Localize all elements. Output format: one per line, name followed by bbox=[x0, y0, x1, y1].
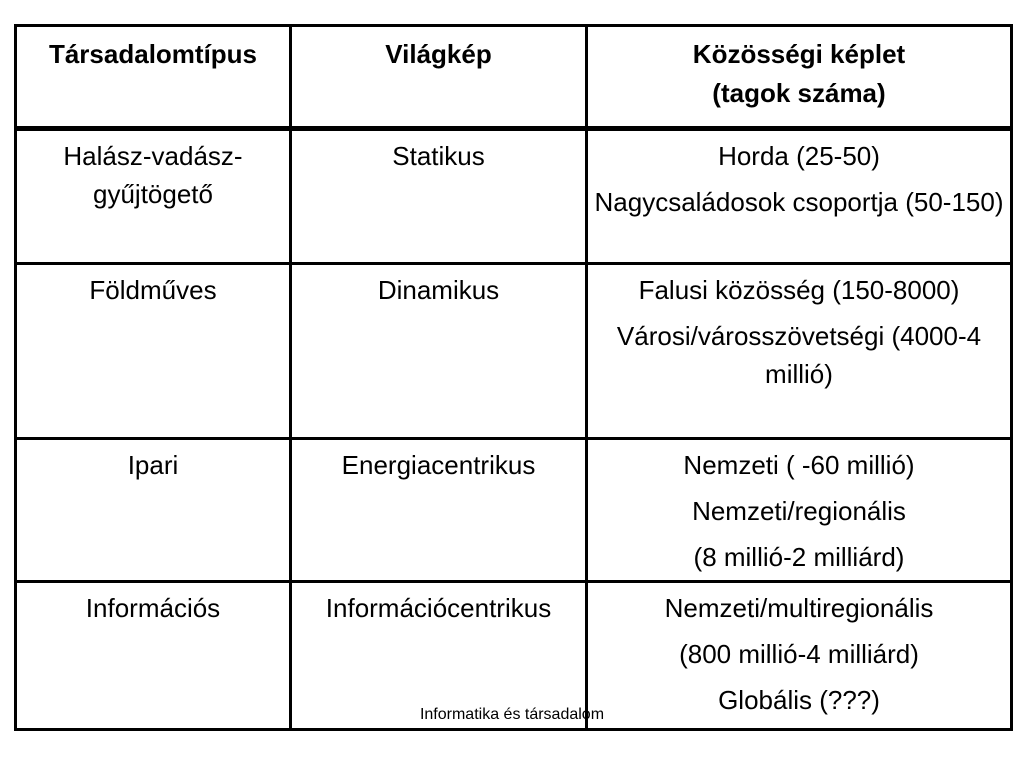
header-community-structure-text: Közösségi képlet (tagok száma) bbox=[692, 39, 906, 108]
header-community-structure bbox=[587, 26, 1012, 129]
cell-society-type-text: Halász-vadász-gyűjtögető bbox=[63, 141, 243, 209]
community-line: Városi/városszövetségi (4000-4 millió) bbox=[616, 321, 982, 389]
society-types-table bbox=[14, 24, 1013, 731]
cell-worldview bbox=[291, 129, 587, 264]
community-line: Nemzeti/multiregionális bbox=[664, 593, 934, 623]
community-line: (8 millió-2 milliárd) bbox=[693, 542, 905, 572]
cell-community bbox=[587, 264, 1012, 439]
community-line: Horda (25-50) bbox=[718, 141, 880, 171]
community-line: Falusi közösség (150-8000) bbox=[638, 275, 960, 305]
cell-community-lines bbox=[594, 131, 1004, 221]
cell-society-type bbox=[16, 264, 291, 439]
cell-worldview-text: Dinamikus bbox=[377, 275, 500, 305]
table-row bbox=[16, 264, 1012, 439]
community-line: (800 millió-4 milliárd) bbox=[679, 639, 919, 669]
cell-worldview bbox=[291, 439, 587, 582]
cell-worldview-text: Statikus bbox=[392, 141, 485, 171]
table-row bbox=[16, 129, 1012, 264]
community-line: Nemzeti/regionális bbox=[692, 496, 906, 526]
cell-community-lines bbox=[594, 440, 1004, 576]
cell-community-lines bbox=[594, 265, 1004, 393]
cell-worldview-text: Energiacentrikus bbox=[341, 450, 536, 480]
header-society-type-text: Társadalomtípus bbox=[48, 39, 258, 69]
community-line: Globális (???) bbox=[718, 685, 880, 715]
cell-community bbox=[587, 129, 1012, 264]
cell-society-type-text: Földműves bbox=[89, 275, 217, 305]
cell-community-lines bbox=[594, 583, 1004, 719]
table-row bbox=[16, 439, 1012, 582]
cell-worldview-text: Információcentrikus bbox=[325, 593, 552, 623]
cell-worldview bbox=[291, 264, 587, 439]
cell-society-type-text: Ipari bbox=[127, 450, 179, 480]
header-society-type bbox=[16, 26, 291, 129]
slide-footer: Informatika és társadalom bbox=[419, 706, 605, 723]
header-worldview bbox=[291, 26, 587, 129]
community-line: Nemzeti ( -60 millió) bbox=[683, 450, 915, 480]
community-line: Nagycsaládosok csoportja (50-150) bbox=[594, 187, 1004, 217]
cell-society-type-text: Információs bbox=[85, 593, 221, 623]
header-worldview-text: Világkép bbox=[385, 39, 492, 69]
cell-community bbox=[587, 439, 1012, 582]
cell-society-type bbox=[16, 129, 291, 264]
table-header-row bbox=[16, 26, 1012, 129]
cell-society-type bbox=[16, 439, 291, 582]
